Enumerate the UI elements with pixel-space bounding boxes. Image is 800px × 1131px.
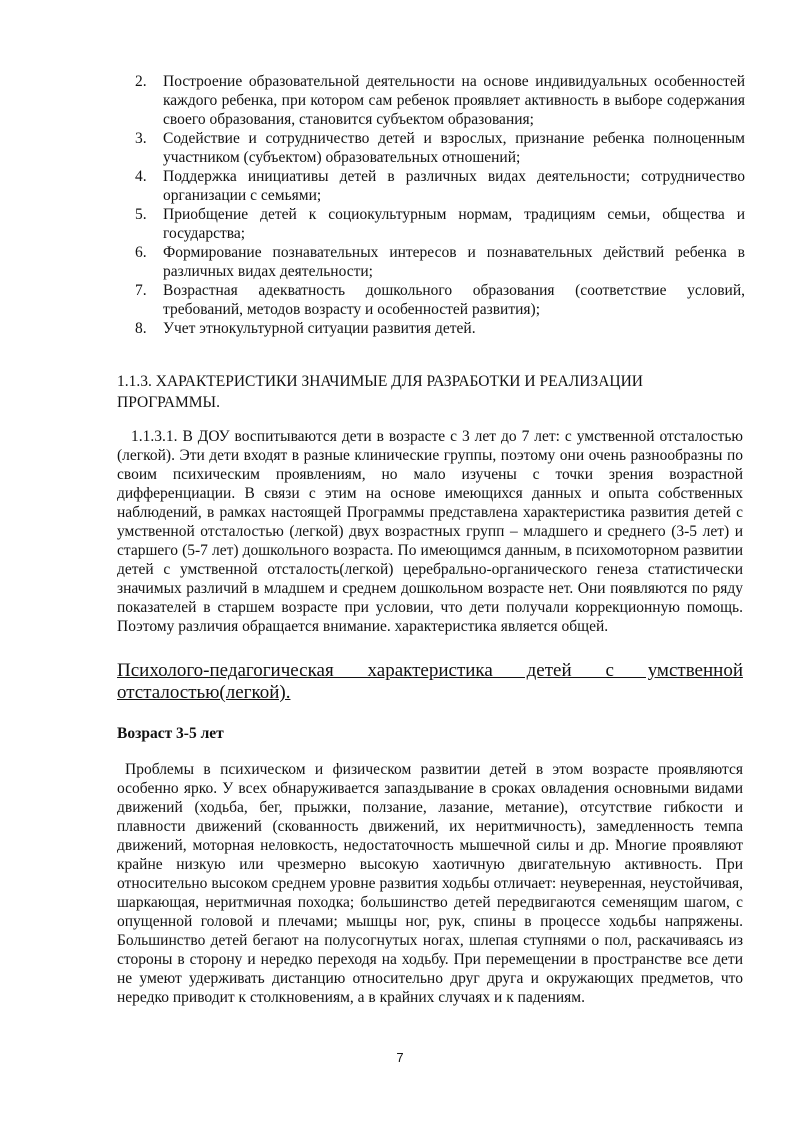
- list-item-text: Учет этнокультурной ситуации развития детей.: [163, 320, 476, 337]
- list-item-text: Возрастная адекватность дошкольного образования (соответствие условий, требований, методов возрасту и особенностей развития);: [163, 282, 745, 318]
- page-number: 7: [396, 1050, 404, 1065]
- list-item-text: Поддержка инициативы детей в различных видах деятельности; сотрудничество организации с семьями;: [163, 168, 745, 204]
- list-item-number: 7.: [135, 282, 147, 299]
- list-item: [135, 205, 745, 243]
- age-heading: Возраст 3-5 лет: [117, 725, 224, 742]
- list-item: [135, 281, 745, 319]
- section-paragraph: 1.1.3.1. В ДОУ воспитываются дети в возрасте с 3 лет до 7 лет: с умственной отсталостью (легкой). Эти дети входят в разные клинические группы, поэтому они очень разнообразны по своим психическим проявлениям, но мало изучены с точки зрения возрастной дифференциации. В связи с этим на основе имеющихся данных и опыта собственных наблюдений, в рамках настоящей Программы представлена характеристика развития детей с умственной отсталостью (легкой) двух возрастных групп – младшего и среднего (3-5 лет) и старшего (5-7 лет) дошкольного возраста. По имеющимся данным, в психомоторном развитии детей с умственной отсталость(легкой) церебрально-органического генеза статистически значимых различий в младшем и среднем дошкольном возрасте нет. Они появляются по ряду показателей в старшем возрасте при условии, что дети получали коррекционную помощь. Поэтому различия обращается внимание. характеристика является общей.: [117, 428, 743, 635]
- characteristic-heading: Психолого-педагогическая характеристика детей с умственной отсталостью(легкой).: [117, 660, 743, 703]
- list-item-number: 4.: [135, 168, 147, 185]
- section-heading: 1.1.3. ХАРАКТЕРИСТИКИ ЗНАЧИМЫЕ ДЛЯ РАЗРАБОТКИ И РЕАЛИЗАЦИИ ПРОГРАММЫ.: [117, 373, 643, 411]
- list-item: [135, 129, 745, 167]
- characteristic-paragraph: Проблемы в психическом и физическом развитии детей в этом возрасте проявляются особенно ярко. У всех обнаруживается запаздывание в сроках овладения основными видами движений (ходьба, бег, прыжки, ползание, лазание, метание), отсутствие гибкости и плавности движений (скованность движений, их неритмичность), замедленность темпа движений, моторная неловкость, недостаточность мышечной силы и др. Многие проявляют крайне низкую или чрезмерно высокую хаотичную двигательную активность. При относительно высоком среднем уровне развития ходьбы отличает: неуверенная, неустойчивая, шаркающая, неритмичная походка; большинство детей передвигаются семенящим шагом, с опущенной головой и плечами; мышцы ног, рук, спины в процессе ходьбы напряжены. Большинство детей бегают на полусогнутых ногах, шлепая ступнями о пол, раскачиваясь из стороны в сторону и нередко переходя на ходьбу. При перемещении в пространстве все дети не умеют удерживать дистанцию относительно друг друга и окружающих предметов, что нередко приводит к столкновениям, а в крайних случаях и к падениям.: [117, 761, 743, 1006]
- list-item: [135, 167, 745, 205]
- list-item-text: Построение образовательной деятельности на основе индивидуальных особенностей каждого ребенка, при котором сам ребенок проявляет активность в выборе содержания своего образования, становится субъектом образования;: [163, 73, 745, 128]
- list-item-number: 3.: [135, 130, 147, 147]
- list-item: [135, 243, 745, 281]
- list-item: [135, 72, 745, 129]
- list-item-text: Формирование познавательных интересов и познавательных действий ребенка в различных видах деятельности;: [163, 244, 745, 280]
- list-item-number: 2.: [135, 73, 147, 90]
- list-item-text: Содействие и сотрудничество детей и взрослых, признание ребенка полноценным участником (субъектом) образовательных отношений;: [163, 130, 745, 166]
- principles-list: [135, 72, 745, 338]
- list-item-number: 8.: [135, 320, 147, 337]
- list-item: [135, 319, 745, 338]
- list-item-number: 6.: [135, 244, 147, 261]
- list-item-text: Приобщение детей к социокультурным нормам, традициям семьи, общества и государства;: [163, 206, 745, 242]
- list-item-number: 5.: [135, 206, 147, 223]
